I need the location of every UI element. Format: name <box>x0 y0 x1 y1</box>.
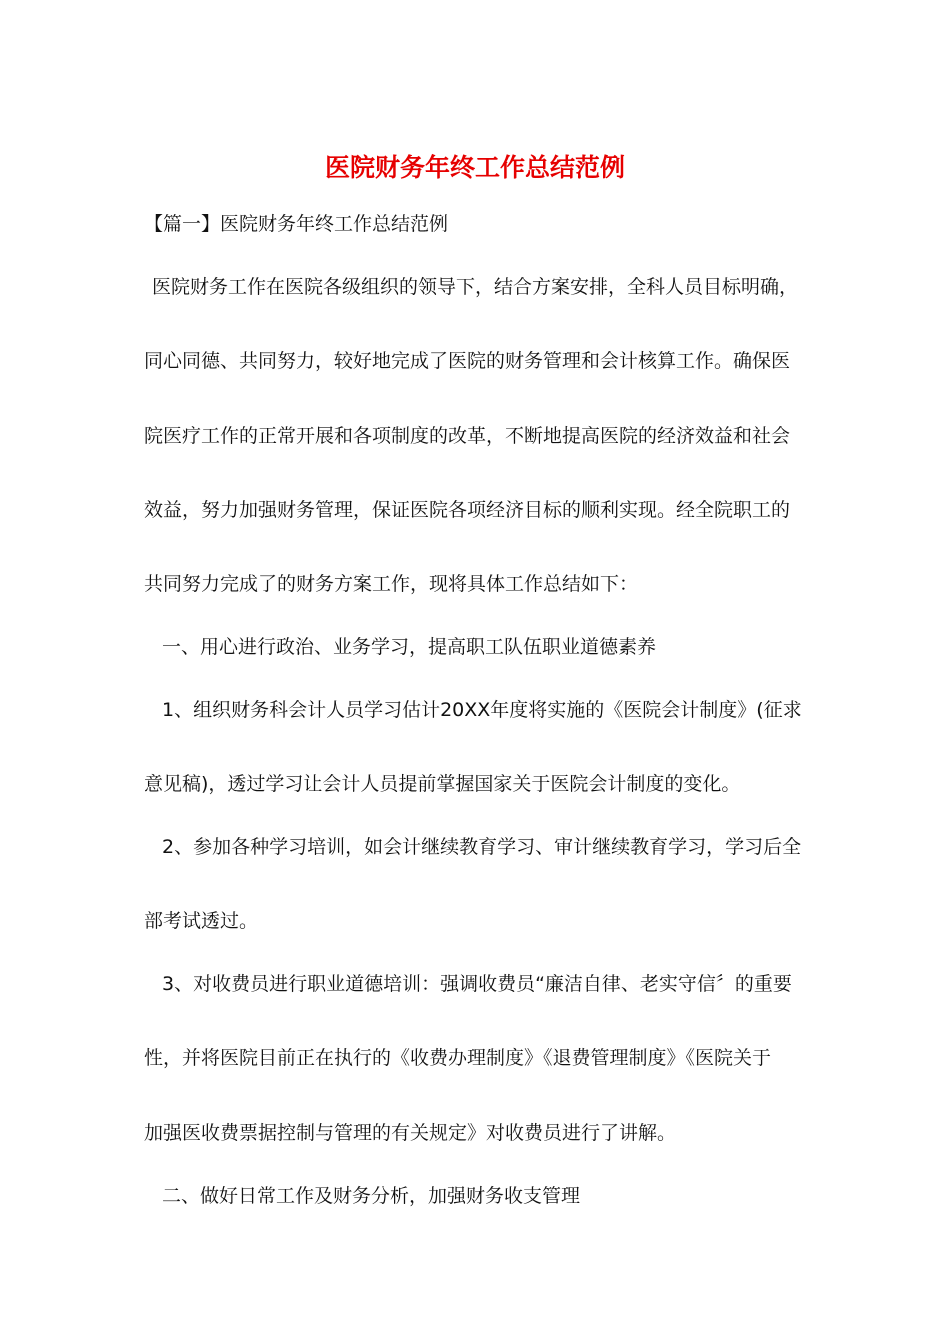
paragraph-line: 2、参加各种学习培训，如会计继续教育学习、审计继续教育学习，学习后全 <box>162 836 802 858</box>
paragraph-line: 共同努力完成了的财务方案工作，现将具体工作总结如下： <box>144 573 639 595</box>
paragraph-line: 院医疗工作的正常开展和各项制度的改革，不断地提高医院的经济效益和社会 <box>144 425 791 447</box>
paragraph-line: 同心同德、共同努力，较好地完成了医院的财务管理和会计核算工作。确保医 <box>144 350 791 372</box>
paragraph-line: 3、对收费员进行职业道德培训：强调收费员“廉洁自律、老实守信〞的重要 <box>162 973 792 995</box>
section-heading: 【篇一】医院财务年终工作总结范例 <box>144 213 449 235</box>
paragraph-line: 医院财务工作在医院各级组织的领导下，结合方案安排，全科人员目标明确， <box>152 276 799 298</box>
paragraph-line: 性，并将医院目前正在执行的《收费办理制度》《退费管理制度》《医院关于 <box>144 1047 772 1069</box>
document-title: 医院财务年终工作总结范例 <box>324 153 625 182</box>
paragraph-line: 意见稿)，透过学习让会计人员提前掌握国家关于医院会计制度的变化。 <box>144 773 741 795</box>
subsection-heading: 二、做好日常工作及财务分析，加强财务收支管理 <box>162 1185 581 1207</box>
paragraph-line: 加强医收费票据控制与管理的有关规定》对收费员进行了讲解。 <box>144 1122 677 1144</box>
paragraph-line: 1、组织财务科会计人员学习估计20XX年度将实施的《医院会计制度》(征求 <box>162 699 802 721</box>
paragraph-line: 部考试透过。 <box>144 910 259 932</box>
subsection-heading: 一、用心进行政治、业务学习，提高职工队伍职业道德素养 <box>162 636 657 658</box>
paragraph-line: 效益，努力加强财务管理，保证医院各项经济目标的顺利实现。经全院职工的 <box>144 499 791 521</box>
